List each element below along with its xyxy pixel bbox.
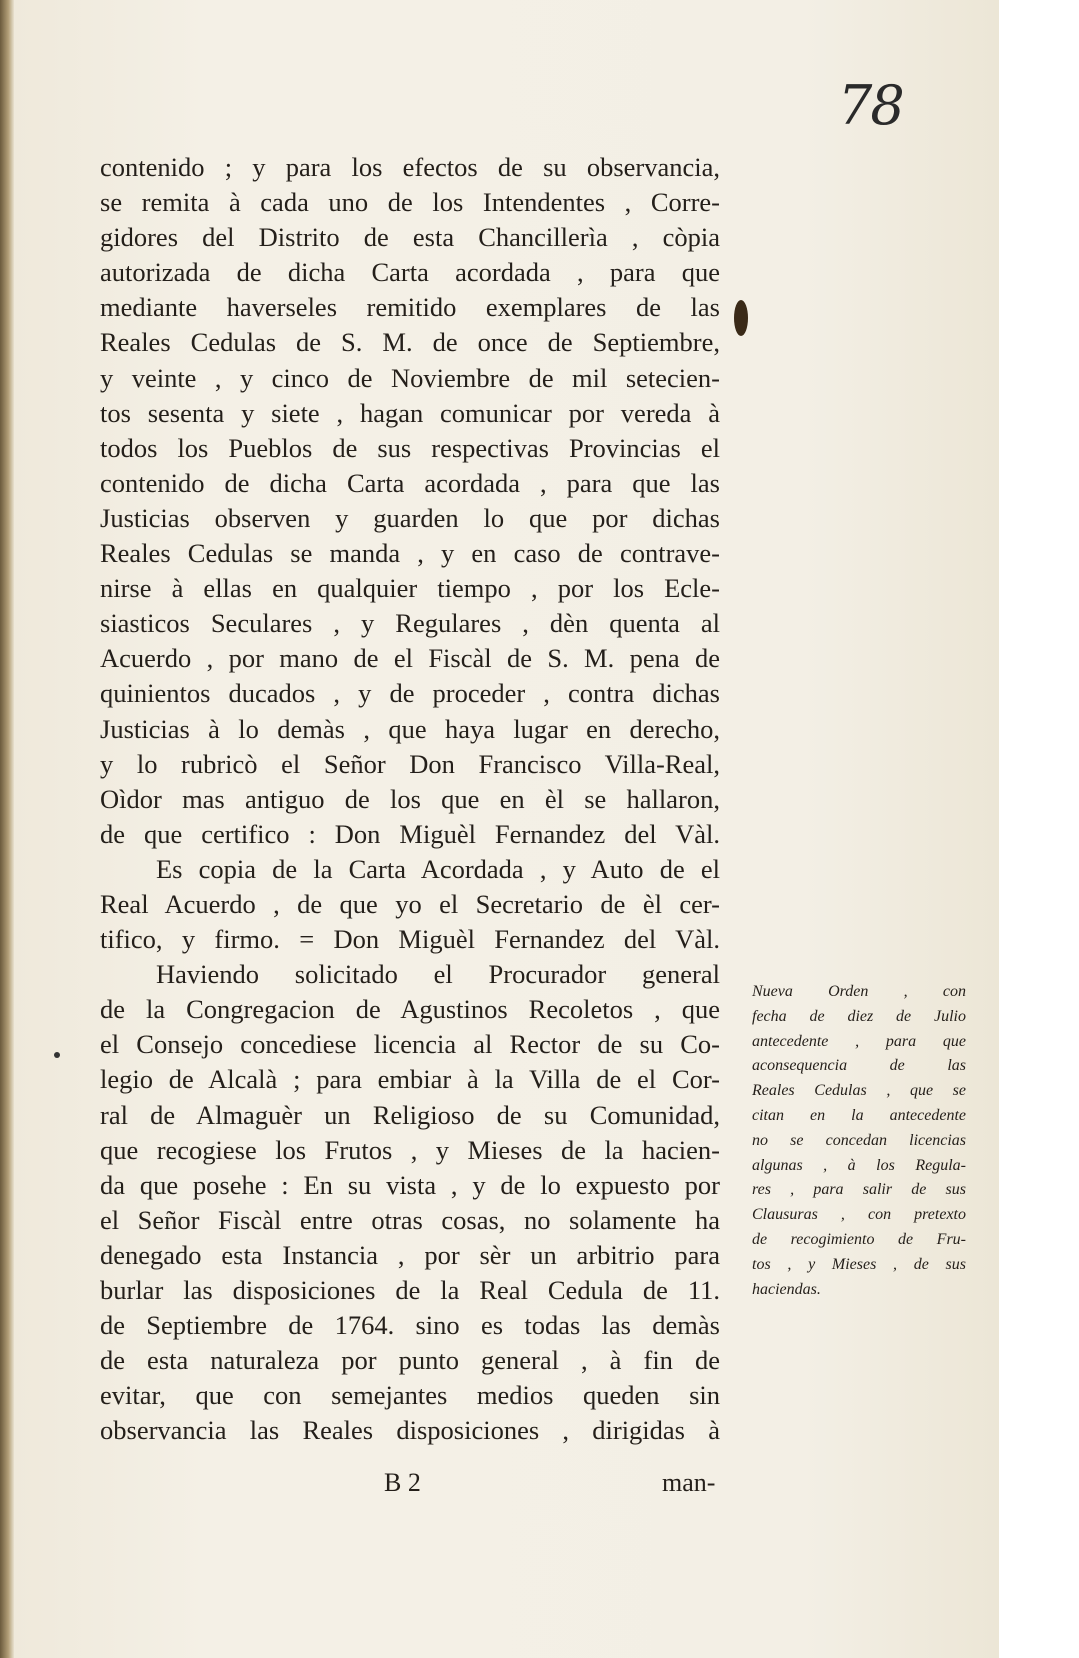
- marginal-line: algunas , à los Regula-: [752, 1156, 966, 1174]
- text-line: tifico, y firmo. = Don Miguèl Fernandez del Vàl.: [100, 924, 720, 955]
- marginal-line: aconsequencia de las: [752, 1057, 966, 1075]
- marginal-line: Reales Cedulas , que se: [752, 1082, 966, 1100]
- text-line: y veinte , y cinco de Noviembre de mil setecien-: [100, 362, 720, 393]
- marginal-line: haciendas.: [752, 1280, 821, 1298]
- text-line: Acuerdo , por mano de el Fiscàl de S. M. pena de: [100, 643, 720, 674]
- ink-dot: [54, 1052, 60, 1058]
- text-line: de que certifico : Don Miguèl Fernandez del Vàl.: [100, 818, 720, 849]
- text-line: Justicias observen y guarden lo que por dichas: [100, 502, 720, 533]
- text-line: Justicias à lo demàs , que haya lugar en derecho,: [100, 713, 720, 744]
- marginal-line: Clausuras , con pretexto: [752, 1206, 966, 1224]
- text-line: quinientos ducados , y de proceder , contra dichas: [100, 678, 720, 709]
- text-line: evitar, que con semejantes medios queden sin: [100, 1380, 720, 1411]
- text-line: tos sesenta y siete , hagan comunicar por vereda à: [100, 397, 720, 428]
- text-line: mediante haverseles remitido exemplares de las: [100, 292, 720, 323]
- text-line: gidores del Distrito de esta Chancillerìa , còpia: [100, 222, 720, 253]
- marginal-line: fecha de diez de Julio: [752, 1007, 966, 1025]
- text-line: contenido ; y para los efectos de su observancia,: [100, 152, 720, 182]
- text-line: burlar las disposiciones de la Real Cedula de 11.: [100, 1275, 720, 1305]
- text-line: todos los Pueblos de sus respectivas Provincias el: [100, 432, 720, 463]
- text-line: legio de Alcalà ; para embiar à la Villa de el Cor-: [100, 1064, 720, 1095]
- background-margin: [999, 0, 1079, 1658]
- marginal-line: Nueva Orden , con: [752, 983, 966, 1000]
- marginal-line: res , para salir de sus: [752, 1181, 966, 1199]
- catchword: man-: [662, 1468, 716, 1497]
- text-line: Real Acuerdo , de que yo el Secretario de èl cer-: [100, 888, 720, 919]
- text-line: nirse à ellas en qualquier tiempo , por los Ecle-: [100, 573, 720, 604]
- text-line: se remita à cada uno de los Intendentes , Corre-: [100, 187, 720, 218]
- binding-edge: [0, 0, 14, 1658]
- text-line: da que posehe : En su vista , y de lo expuesto por: [100, 1169, 720, 1200]
- text-line: Reales Cedulas de S. M. de once de Septiembre,: [100, 327, 720, 358]
- signature-mark: B 2: [384, 1468, 421, 1497]
- folio-number: 78: [838, 74, 903, 137]
- text-line: denegado esta Instancia , por sèr un arbitrio para: [100, 1239, 720, 1270]
- text-line: Reales Cedulas se manda , y en caso de contrave-: [100, 538, 720, 569]
- text-line: autorizada de dicha Carta acordada , para que: [100, 257, 720, 288]
- marginal-line: citan en la antecedente: [752, 1106, 966, 1124]
- text-line: de esta naturaleza por punto general , à fin de: [100, 1345, 720, 1376]
- text-line: el Señor Fiscàl entre otras cosas, no solamente ha: [100, 1204, 720, 1235]
- text-line: que recogiese los Frutos , y Mieses de la hacien-: [100, 1134, 720, 1165]
- text-line: de la Congregacion de Agustinos Recoletos , que: [100, 994, 720, 1025]
- text-line: observancia las Reales disposiciones , dirigidas à: [100, 1415, 720, 1446]
- text-line: el Consejo concediese licencia al Rector de su Co-: [100, 1029, 720, 1060]
- ink-stain: [734, 300, 748, 336]
- marginal-line: tos , y Mieses , de sus: [752, 1255, 966, 1273]
- text-line: ral de Almaguèr un Religioso de su Comunidad,: [100, 1099, 720, 1130]
- main-text-block: [100, 150, 720, 1448]
- text-line: y lo rubricò el Señor Don Francisco Villa-Real,: [100, 748, 720, 779]
- text-line: Haviendo solicitado el Procurador general: [156, 959, 720, 990]
- marginal-line: antecedente , para que: [752, 1032, 966, 1050]
- marginal-line: no se concedan licencias: [752, 1131, 966, 1149]
- marginal-note: [752, 980, 966, 1302]
- text-line: Es copia de la Carta Acordada , y Auto de el: [156, 853, 720, 884]
- text-line: contenido de dicha Carta acordada , para que las: [100, 467, 720, 498]
- text-line: de Septiembre de 1764. sino es todas las demàs: [100, 1310, 720, 1341]
- marginal-line: de recogimiento de Fru-: [752, 1230, 966, 1248]
- text-line: siasticos Seculares , y Regulares , dèn quenta al: [100, 608, 720, 639]
- text-line: Oìdor mas antiguo de los que en èl se hallaron,: [100, 783, 720, 814]
